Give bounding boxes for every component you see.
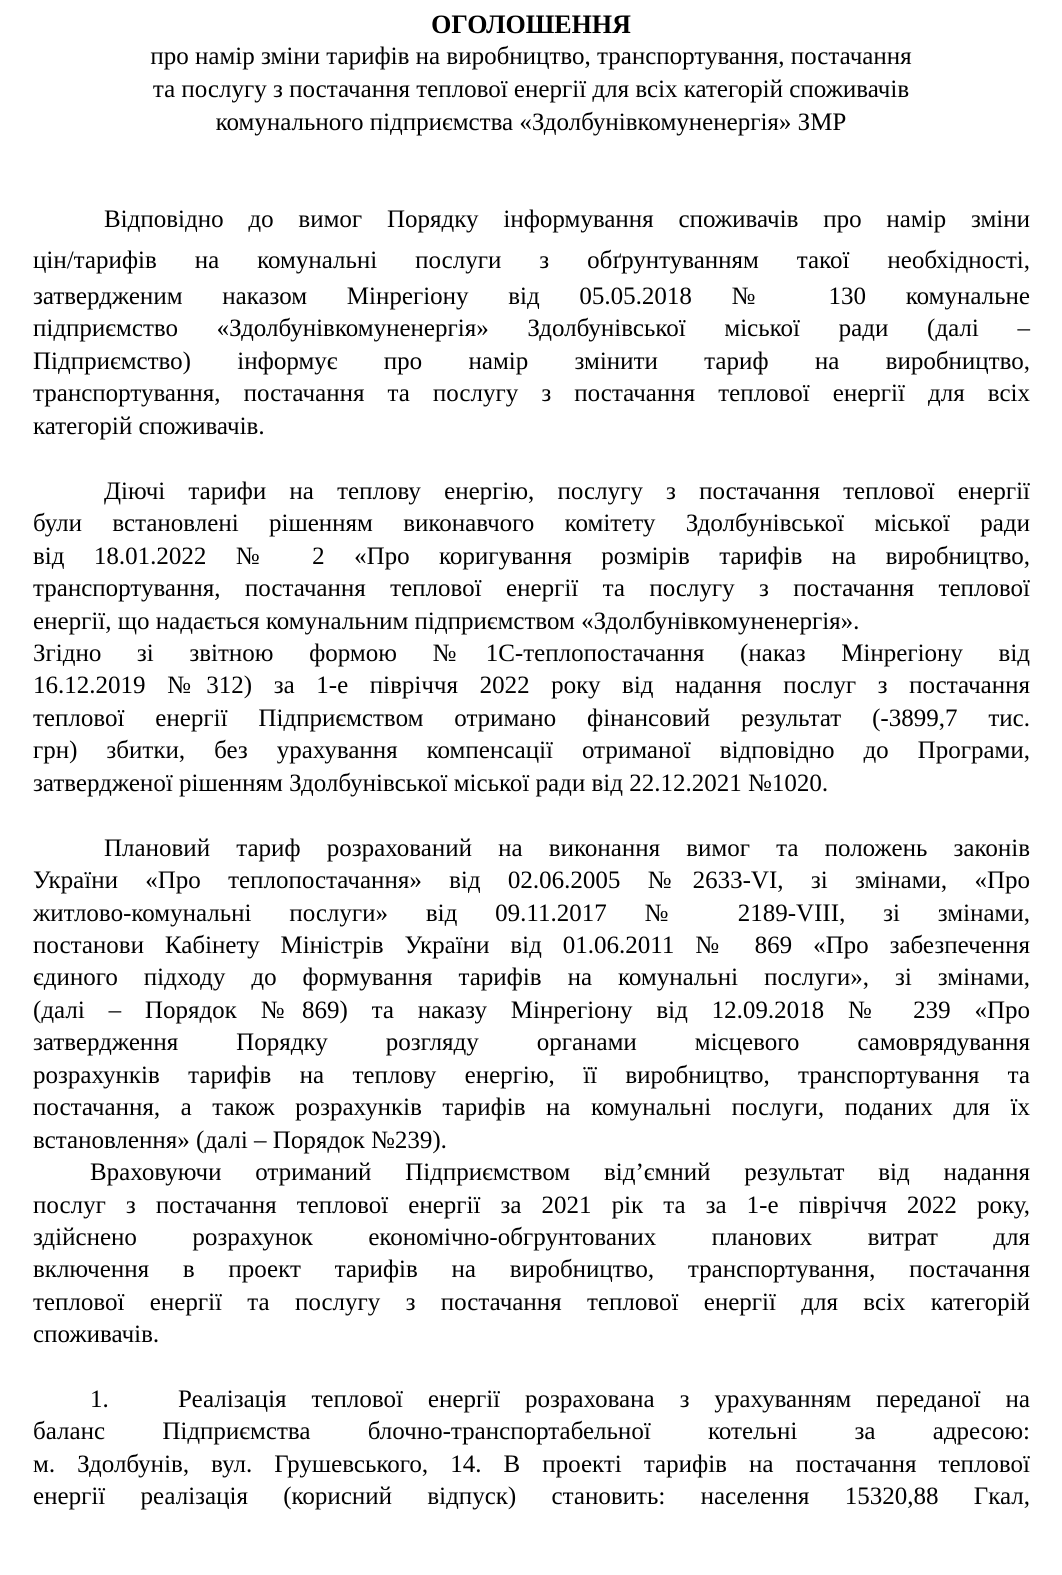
text-line: теплової енергії Підприємством отримано фінансовий результат (-3899,7 тис.	[33, 705, 1030, 732]
text-line: енергії, що надається комунальним підприємством «Здолбунівкомуненергія».	[33, 608, 860, 635]
text-line: Реалізація теплової енергії розрахована з урахуванням переданої на	[178, 1386, 1030, 1413]
text-line: (далі – Порядок №869) та наказу Мінрегіону від 12.09.2018 № 239 «Про	[33, 997, 1030, 1024]
text-line: затвердженої рішенням Здолбунівської міської ради від 22.12.2021 №1020.	[33, 770, 829, 797]
text-line: України «Про теплопостачання» від 02.06.2005 №2633-VI, зі змінами, «Про	[33, 867, 1030, 894]
text-line: м. Здолбунів, вул. Грушевського, 14. В проекті тарифів на постачання теплової	[33, 1451, 1030, 1478]
text-line: затвердженим наказом Мінрегіону від 05.05.2018 № 130 комунальне	[33, 283, 1030, 310]
text-line: цін/тарифів на комунальні послуги з обґрунтуванням такої необхідності,	[33, 247, 1030, 274]
text-line: Діючі тарифи на теплову енергію, послугу з постачання теплової енергії	[104, 478, 1030, 505]
text-line: були встановлені рішенням виконавчого комітету Здолбунівської міської ради	[33, 510, 1030, 537]
text-line: Відповідно до вимог Порядку інформування споживачів про намір зміни	[104, 206, 1030, 233]
text-line: від 18.01.2022 № 2 «Про коригування розмірів тарифів на виробництво,	[33, 543, 1030, 570]
text-line: баланс Підприємства блочно-транспортабельної котельні за адресою:	[33, 1418, 1030, 1445]
subtitle-line: та послугу з постачання теплової енергії для всіх категорій споживачів	[152, 76, 910, 103]
text-line: 16.12.2019 №312) за 1-е півріччя 2022 року від надання послуг з постачання	[33, 672, 1030, 699]
text-line: житлово-комунальні послуги» від 09.11.2017 № 2189-VIII, зі змінами,	[33, 900, 1030, 927]
text-line: категорій споживачів.	[33, 413, 265, 440]
text-line: підприємство «Здолбунівкомуненергія» Здолбунівської міської ради (далі –	[33, 315, 1030, 342]
text-line: Враховуючи отриманий Підприємством від’ємний результат від надання	[90, 1159, 1030, 1186]
text-line: єдиного підходу до формування тарифів на комунальні послуги», зі змінами,	[33, 964, 1030, 991]
text-line: енергії реалізація (корисний відпуск) становить: населення 15320,88 Гкал,	[33, 1483, 1030, 1510]
subtitle-line: комунального підприємства «Здолбунівкомуненергія» ЗМР	[215, 109, 847, 136]
text-line: постачання, а також розрахунків тарифів на комунальні послуги, поданих для їх	[33, 1094, 1030, 1121]
text-line: транспортування, постачання теплової енергії та послугу з постачання теплової	[33, 575, 1030, 602]
subtitle-line: про намір зміни тарифів на виробництво, транспортування, постачання	[150, 43, 912, 70]
text-line: теплової енергії та послугу з постачання теплової енергії для всіх категорій	[33, 1289, 1030, 1316]
text-line: розрахунків тарифів на теплову енергію, її виробництво, транспортування та	[33, 1062, 1030, 1089]
text-line: споживачів.	[33, 1321, 160, 1348]
text-line: послуг з постачання теплової енергії за 2021 рік та за 1-е півріччя 2022 року,	[33, 1192, 1030, 1219]
text-line: затвердження Порядку розгляду органами місцевого самоврядування	[33, 1029, 1030, 1056]
text-line: включення в проект тарифів на виробництво, транспортування, постачання	[33, 1256, 1030, 1283]
text-line: здійснено розрахунок економічно-обгрунтованих планових витрат для	[33, 1224, 1030, 1251]
text-line: грн) збитки, без урахування компенсації отриманої відповідно до Програми,	[33, 737, 1030, 764]
text-line: встановлення» (далі – Порядок №239).	[33, 1127, 447, 1154]
document-title: ОГОЛОШЕННЯ	[431, 10, 631, 39]
text-line: транспортування, постачання та послугу з постачання теплової енергії для всіх	[33, 380, 1030, 407]
item-number: 1.	[90, 1386, 109, 1413]
text-line: Підприємство) інформує про намір змінити тариф на виробництво,	[33, 348, 1030, 375]
text-line: постанови Кабінету Міністрів України від 01.06.2011 № 869 «Про забезпечення	[33, 932, 1030, 959]
text-line: Згідно зі звітною формою №1С-теплопостачання (наказ Мінрегіону від	[33, 640, 1030, 667]
text-line: Плановий тариф розрахований на виконання вимог та положень законів	[104, 835, 1030, 862]
